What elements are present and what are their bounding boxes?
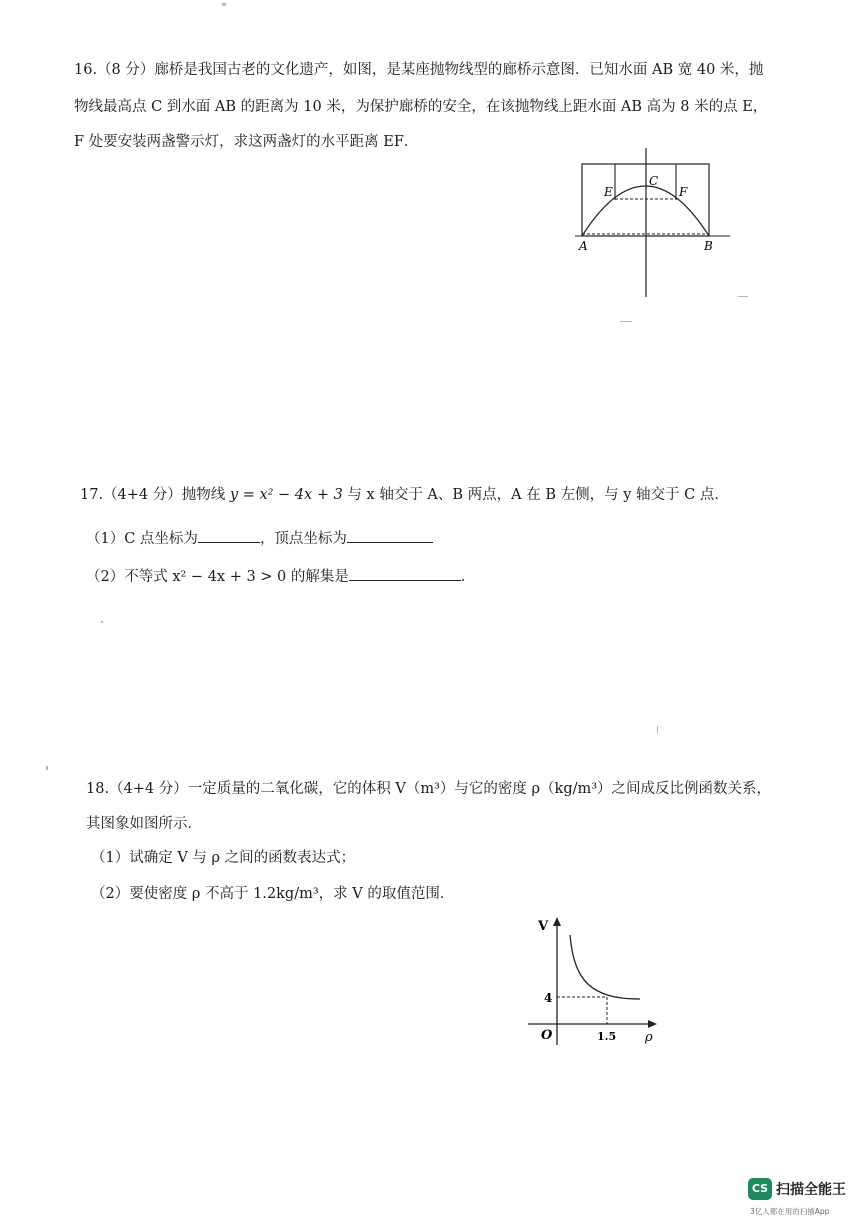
scan-speck [101,621,103,623]
label-f: F [679,185,688,199]
q17-part1-label: （1）C 点坐标为 [86,531,198,547]
scanner-app-name: 扫描全能王 [776,1182,846,1198]
scanner-watermark [748,1178,860,1223]
y-tick-label: 4 [544,991,553,1005]
q17-stem-post: 与 x 轴交于 A、B 两点，A 在 B 左侧，与 y 轴交于 C 点． [342,487,729,503]
scan-speck [620,321,632,322]
answer-blank-solution [349,566,461,581]
scan-speck [222,3,226,6]
scan-speck [46,766,48,770]
q17-equation: y = x² − 4x + 3 [229,487,343,503]
label-c: C [649,174,659,188]
q17-stem-pre: 17.（4+4 分）抛物线 [80,487,230,503]
label-e: E [604,185,613,199]
origin-label: O [541,1028,553,1043]
q16-line-3: F 处要安装两盏警示灯，求这两盏灯的水平距离 EF． [74,134,419,150]
inverse-function-graph [520,905,670,1055]
q18-line-1: 18.（4+4 分）一定质量的二氧化碳，它的体积 V（m³）与它的密度 ρ（kg/m³）之间成反比例函数关系， [86,781,772,797]
scanner-logo-icon: CS [748,1178,772,1200]
q18-part-2: （2）要使密度 ρ 不高于 1.2kg/m³，求 V 的取值范围． [91,886,455,902]
scan-speck [657,726,658,734]
q17-part1-vertex-label: ，顶点坐标为 [259,531,347,547]
label-b: B [704,239,713,253]
x-axis-label: ρ [645,1030,653,1045]
q18-part-1: （1）试确定 V 与 ρ 之间的函数表达式； [91,850,356,866]
label-a: A [579,239,588,253]
bridge-figure [570,143,745,303]
q17-part-2 [86,566,475,587]
q16-line-1: 16.（8 分）廊桥是我国古老的文化遗产，如图，是某座抛物线型的廊桥示意图．已知水面 AB 宽 40 米，抛 [74,62,764,78]
answer-blank-vertex [347,528,433,543]
y-axis-label: V [538,919,549,934]
q17-stem [80,485,729,505]
x-axis-arrow [648,1020,657,1028]
q18-line-2: 其图象如图所示． [86,816,202,832]
y-axis-arrow [553,917,561,926]
q17-part-1 [86,528,433,549]
q17-part2-label: （2）不等式 x² − 4x + 3 > 0 的解集是 [86,569,349,585]
q16-line-2: 物线最高点 C 到水面 AB 的距离为 10 米，为保护廊桥的安全，在该抛物线上距水面 AB 高为 8 米的点 E， [74,99,768,115]
x-tick-label: 1.5 [597,1030,617,1043]
hyperbola-curve [570,935,640,999]
answer-blank-c [198,528,260,543]
scanner-tagline: 3亿人都在用的扫描App [750,1207,830,1216]
q17-part2-end: ． [460,569,476,585]
